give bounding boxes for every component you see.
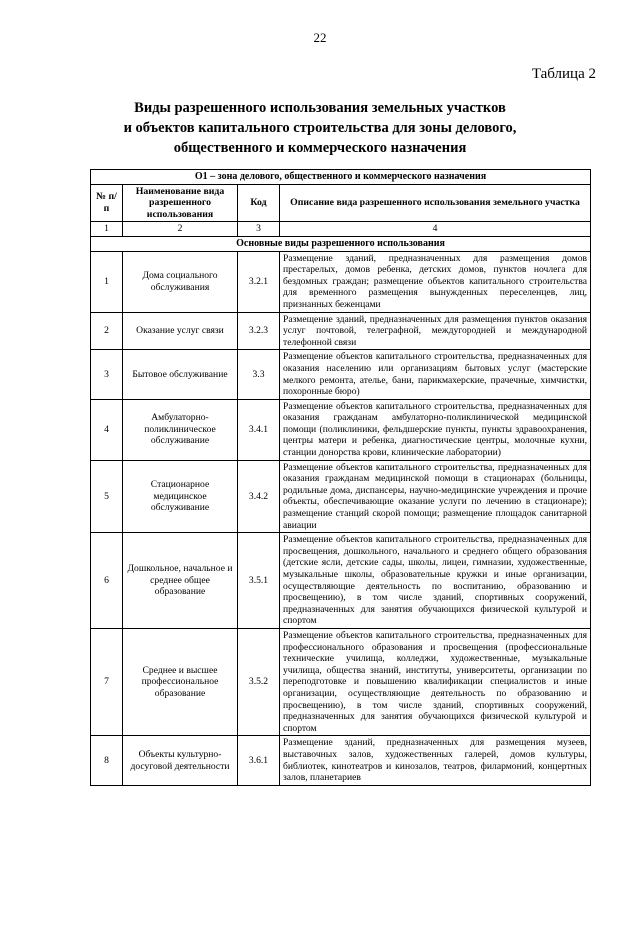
section-title: Основные виды разрешенного использования [91, 236, 591, 251]
document-title [80, 98, 560, 158]
row-name: Дома социального обслуживания [123, 251, 238, 312]
column-number: 1 [91, 222, 123, 237]
row-name: Среднее и высшее профессиональное образование [123, 628, 238, 735]
row-code: 3.3 [238, 350, 280, 399]
row-code: 3.6.1 [238, 736, 280, 785]
row-number: 4 [91, 399, 123, 460]
table-label: Таблица 2 [531, 66, 596, 82]
row-number: 3 [91, 350, 123, 399]
land-use-table [90, 169, 591, 786]
row-code: 3.4.2 [238, 460, 280, 533]
header-desc: Описание вида разрешенного использования земельного участка [280, 184, 591, 222]
table-row [91, 251, 591, 312]
title-line: Виды разрешенного использования земельных участков [134, 100, 506, 116]
column-number: 3 [238, 222, 280, 237]
row-description: Размещение объектов капитального строительства, предназначенных для оказания гражданам медицинской помощи в стационарах (больницы, родильные дома, диспансеры, научно-медицинские учреждения и прочие объекты, обеспечивающие оказание услуги по лечению в стационаре); размещение станций скорой помощи; размещение площадок санитарной авиации [280, 460, 591, 533]
table-row [91, 628, 591, 735]
row-description: Размещение объектов капитального строительства, предназначенных для просвещения, дошкольного, начального и среднего общего образования (детские ясли, детские сады, школы, лицеи, гимназии, художественные, музыкальные школы, образовательные кружки и иные организации, осуществляющие деятельность по воспитанию, образованию и просвещению), в том числе зданий, спортивных сооружений, предназначенных для занятия обучающихся физической культурой и спортом [280, 533, 591, 629]
row-code: 3.2.1 [238, 251, 280, 312]
row-code: 3.2.3 [238, 312, 280, 350]
row-name: Объекты культурно-досуговой деятельности [123, 736, 238, 785]
row-name: Бытовое обслуживание [123, 350, 238, 399]
row-description: Размещение объектов капитального строительства, предназначенных для оказания населению или организациям бытовых услуг (мастерские мелкого ремонта, ателье, бани, парикмахерские, прачечные, химчистки, похоронные бюро) [280, 350, 591, 399]
header-code: Код [238, 184, 280, 222]
row-name: Стационарное медицинское обслуживание [123, 460, 238, 533]
table-row [91, 399, 591, 460]
title-line: общественного и коммерческого назначения [173, 140, 467, 156]
title-line: и объектов капитального строительства для зоны делового, [123, 120, 517, 136]
column-number: 2 [123, 222, 238, 237]
table-row [91, 312, 591, 350]
row-description: Размещение объектов капитального строительства, предназначенных для профессионального образования и просвещения (профессиональные технические училища, колледжи, художественные, музыкальные училища, общества знаний, институты, университеты, организации по переподготовке и повышению квалификации специалистов и иные организации, осуществляющие деятельность по образованию и просвещению), в том числе зданий, спортивных сооружений, предназначенных для занятия обучающихся физической культурой и спортом [280, 628, 591, 735]
row-number: 7 [91, 628, 123, 735]
header-row [91, 184, 591, 222]
table-body [91, 251, 591, 785]
column-number: 4 [280, 222, 591, 237]
table-row [91, 736, 591, 785]
row-number: 5 [91, 460, 123, 533]
column-numbers-row [91, 222, 591, 237]
table-row [91, 460, 591, 533]
row-code: 3.5.1 [238, 533, 280, 629]
row-number: 1 [91, 251, 123, 312]
row-description: Размещение зданий, предназначенных для размещения музеев, выставочных залов, художественных галерей, домов культуры, библиотек, кинотеатров и кинозалов, театров, филармоний, концертных залов, планетариев [280, 736, 591, 785]
row-name: Амбулаторно-поликлиническое обслуживание [123, 399, 238, 460]
row-number: 2 [91, 312, 123, 350]
table-row [91, 533, 591, 629]
row-name: Дошкольное, начальное и среднее общее образование [123, 533, 238, 629]
row-description: Размещение объектов капитального строительства, предназначенных для оказания гражданам амбулаторно-поликлинической медицинской помощи (поликлиники, фельдшерские пункты, пункты здравоохранения, центры матери и ребенка, диагностические центры, молочные кухни, станции донорства крови, клинические лаборатории) [280, 399, 591, 460]
header-num: № п/п [91, 184, 123, 222]
row-description: Размещение зданий, предназначенных для размещения пунктов оказания услуг почтовой, телеграфной, междугородней и международной телефонной связи [280, 312, 591, 350]
page-number: 22 [313, 30, 327, 45]
table-row [91, 350, 591, 399]
row-number: 8 [91, 736, 123, 785]
row-code: 3.4.1 [238, 399, 280, 460]
row-code: 3.5.2 [238, 628, 280, 735]
header-name: Наименование вида разрешенного использования [123, 184, 238, 222]
zone-title: О1 – зона делового, общественного и коммерческого назначения [91, 170, 591, 185]
row-description: Размещение зданий, предназначенных для размещения домов престарелых, домов ребенка, детских домов, пунктов ночлега для бездомных граждан; размещение объектов капитального строительства для временного размещения вынужденных переселенцев, лиц, признанных беженцами [280, 251, 591, 312]
row-number: 6 [91, 533, 123, 629]
row-name: Оказание услуг связи [123, 312, 238, 350]
